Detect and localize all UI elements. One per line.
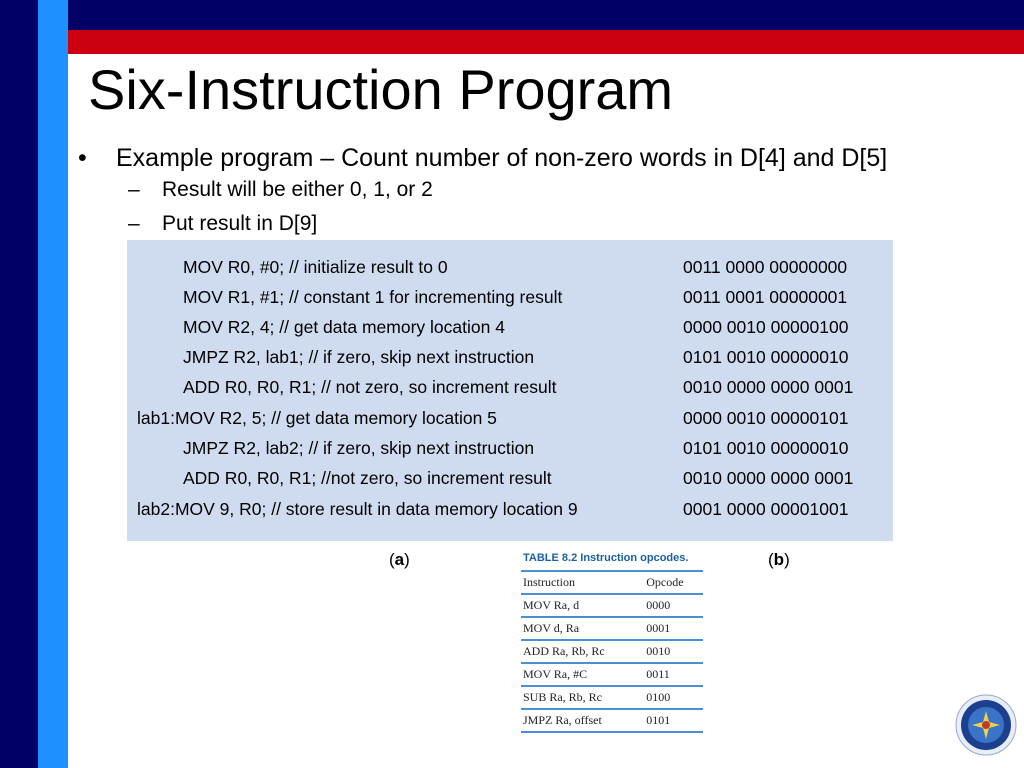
code-line	[127, 287, 893, 317]
left-navy-stripe	[0, 0, 38, 768]
header-instruction: Instruction	[523, 575, 575, 589]
code-binary: 0010 0000 0000 0001	[683, 468, 854, 488]
top-navy-band	[68, 0, 1024, 30]
code-line	[127, 499, 893, 529]
code-binary: 0101 0010 00000010	[683, 347, 849, 367]
top-red-band	[68, 30, 1024, 54]
code-line	[127, 257, 893, 287]
table-caption: Instruction opcodes.	[580, 552, 689, 564]
caption-b	[768, 550, 790, 570]
caption-close: )	[404, 550, 410, 569]
code-line	[127, 438, 893, 468]
code-line	[127, 468, 893, 498]
left-blue-stripe	[38, 0, 68, 768]
code-instruction: JMPZ R2, lab1; // if zero, skip next instruction	[183, 347, 535, 367]
sub-bullet-text: Put result in D[9]	[162, 212, 318, 235]
bullet-text: Example program – Count number of non-zero words in D[4] and D[5]	[116, 144, 888, 172]
bullet-mark: •	[78, 144, 87, 172]
caption-a	[389, 550, 410, 570]
code-instruction: JMPZ R2, lab2; // if zero, skip next instruction	[183, 438, 535, 458]
table-row	[521, 686, 703, 709]
main-bullet	[78, 144, 887, 173]
cell-instruction: MOV Ra, d	[523, 598, 580, 612]
sub-bullet-text: Result will be either 0, 1, or 2	[162, 178, 433, 201]
cell-instruction: MOV d, Ra	[523, 621, 580, 635]
code-line	[127, 347, 893, 377]
table-number: TABLE 8.2	[523, 552, 578, 564]
cell-opcode: 0000	[646, 598, 671, 612]
code-binary: 0011 0000 00000000	[683, 257, 848, 277]
code-binary: 0010 0000 0000 0001	[683, 377, 854, 397]
table-row	[521, 640, 703, 663]
code-binary: 0011 0001 00000001	[683, 287, 848, 307]
cell-instruction: MOV Ra, #C	[523, 667, 588, 681]
code-line	[127, 377, 893, 407]
table-header-row	[521, 571, 703, 594]
caption-open: (	[768, 550, 774, 569]
code-instruction: lab2:MOV 9, R0; // store result in data memory location 9	[137, 499, 578, 519]
sub-bullet	[128, 212, 317, 236]
table-row	[521, 617, 703, 640]
blue-stripe-top	[38, 0, 68, 54]
table-title	[523, 552, 705, 564]
code-line	[127, 408, 893, 438]
code-instruction: ADD R0, R0, R1; // not zero, so increment result	[183, 377, 557, 397]
table-row	[521, 709, 703, 732]
table-row	[521, 663, 703, 686]
code-listing	[127, 240, 893, 541]
sub-bullet-mark: –	[128, 178, 140, 201]
opcode-table	[521, 570, 703, 733]
code-binary: 0000 0010 00000100	[683, 317, 849, 337]
code-line	[127, 317, 893, 347]
cell-opcode: 0100	[646, 690, 671, 704]
code-binary: 0101 0010 00000010	[683, 438, 849, 458]
cell-opcode: 0011	[646, 667, 670, 681]
header-opcode: Opcode	[646, 575, 684, 589]
code-instruction: lab1:MOV R2, 5; // get data memory location 5	[137, 408, 497, 428]
code-binary: 0001 0000 00001001	[683, 499, 849, 519]
cell-opcode: 0001	[646, 621, 671, 635]
code-binary: 0000 0010 00000101	[683, 408, 849, 428]
code-instruction: ADD R0, R0, R1; //not zero, so increment result	[183, 468, 552, 488]
table-row	[521, 594, 703, 617]
sub-bullet-mark: –	[128, 212, 140, 235]
caption-letter: a	[394, 550, 405, 569]
seal-logo-icon	[955, 694, 1017, 756]
cell-instruction: SUB Ra, Rb, Rc	[523, 690, 603, 704]
cell-instruction: JMPZ Ra, offset	[523, 713, 602, 727]
slide-title: Six-Instruction Program	[88, 58, 674, 121]
cell-instruction: ADD Ra, Rb, Rc	[523, 644, 605, 658]
code-instruction: MOV R2, 4; // get data memory location 4	[183, 317, 505, 337]
sub-bullet	[128, 178, 433, 202]
cell-opcode: 0010	[646, 644, 671, 658]
code-instruction: MOV R1, #1; // constant 1 for incrementing result	[183, 287, 563, 307]
caption-close: )	[784, 550, 790, 569]
cell-opcode: 0101	[646, 713, 671, 727]
caption-open: (	[389, 550, 395, 569]
code-instruction: MOV R0, #0; // initialize result to 0	[183, 257, 448, 277]
caption-letter: b	[773, 550, 785, 569]
opcode-table-figure	[521, 552, 705, 733]
